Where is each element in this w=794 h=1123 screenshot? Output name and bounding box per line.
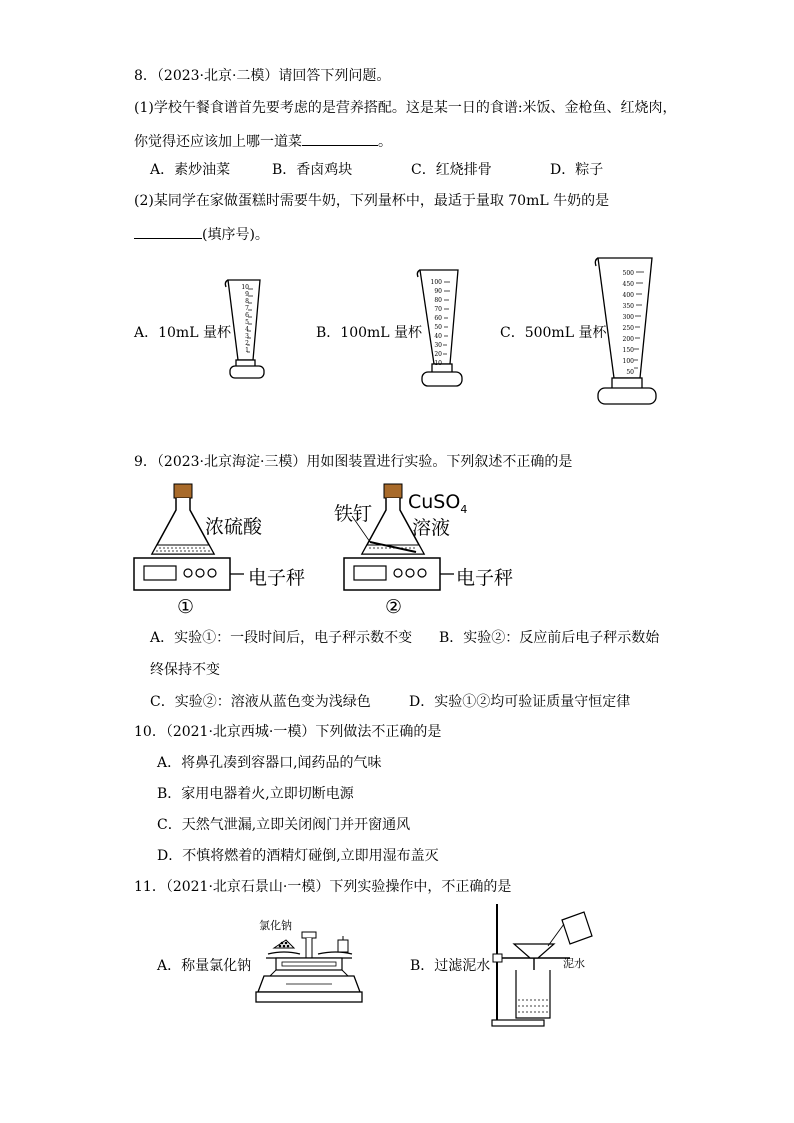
q8-part1-end: 。	[378, 134, 392, 150]
q8-part2-end: (填序号)。	[202, 227, 269, 243]
cup-a-scale: 10 9 8 7 6 5 4 3 2 1	[241, 284, 249, 354]
q9-option-c[interactable]: C．实验②：溶液从蓝色变为浅绿色	[150, 694, 371, 710]
measuring-cup-100ml	[414, 268, 470, 390]
q9-option-b[interactable]: B．实验②：反应前后电子秤示数始	[439, 630, 660, 646]
q10-option-c[interactable]: C．天然气泄漏,立即关闭阀门并开窗通风	[157, 817, 411, 833]
cuso4-label: CuSO$_4$	[408, 491, 468, 516]
q8-part2-line2	[134, 224, 269, 244]
q8-option-b[interactable]: B．香卤鸡块	[272, 162, 353, 178]
cup-c-scale: 500 450 400 350 300 250 200 150 100 50	[622, 270, 634, 376]
q9-option-d[interactable]: D．实验①②均可验证质量守恒定律	[409, 694, 631, 710]
answer-blank-1[interactable]	[302, 131, 378, 146]
q10-option-d[interactable]: D．不慎将燃着的酒精灯碰倒,立即用湿布盖灭	[157, 848, 439, 864]
q8-option-d[interactable]: D．粽子	[550, 162, 604, 178]
q10-option-a[interactable]: A．将鼻孔凑到容器口,闻药品的气味	[157, 755, 382, 771]
q10-stem: 10．（2021·北京西城·一模）下列做法不正确的是	[134, 724, 442, 740]
figure-2-label: ②	[385, 596, 403, 618]
q8-part1-line2	[134, 131, 392, 151]
q8-option-a[interactable]: A．素炒油菜	[150, 162, 231, 178]
q9-option-b-cont: 终保持不变	[150, 662, 220, 678]
q11-stem: 11．（2021·北京石景山·一模）下列实验操作中，不正确的是	[134, 879, 512, 895]
scale-label-2: 电子秤	[456, 567, 514, 589]
answer-blank-2[interactable]	[134, 224, 202, 239]
flask-acid-diagram	[130, 480, 240, 598]
cup-c-label[interactable]: C．500mL 量杯	[500, 325, 607, 341]
nacl-label: 氯化钠	[259, 919, 292, 932]
q8-option-c[interactable]: C．红烧排骨	[411, 162, 492, 178]
q9-option-a[interactable]: A．实验①：一段时间后，电子秤示数不变	[150, 630, 413, 646]
q10-option-b[interactable]: B．家用电器着火,立即切断电源	[157, 786, 354, 802]
cup-a-label[interactable]: A．10mL 量杯	[134, 325, 231, 341]
cup-b-label[interactable]: B．100mL 量杯	[316, 325, 423, 341]
mud-water-label: 泥水	[563, 957, 585, 970]
scale-label-1: 电子秤	[248, 567, 306, 589]
q8-part2-line1: (2)某同学在家做蛋糕时需要牛奶，下列量杯中，最适于量取 70mL 牛奶的是	[134, 193, 610, 209]
q8-part1-question: 你觉得还应该加上哪一道菜	[134, 134, 302, 150]
q8-stem: 8．（2023·北京·二模）请回答下列问题。	[134, 68, 391, 84]
solution-label: 溶液	[412, 517, 451, 539]
q11-option-a[interactable]: A．称量氯化钠	[157, 958, 252, 974]
acid-label: 浓硫酸	[205, 516, 263, 538]
iron-nail-label: 铁钉	[334, 503, 373, 525]
q9-stem: 9．（2023·北京海淀·三模）用如图装置进行实验。下列叙述不正确的是	[134, 454, 573, 470]
cup-b-scale: 100 90 80 70 60 50 40 30 20 10	[430, 279, 442, 367]
figure-1-label: ①	[177, 596, 195, 618]
q11-option-b[interactable]: B．过滤泥水	[410, 958, 491, 974]
q8-part1-line1: (1)学校午餐食谱首先要考虑的是营养搭配。这是某一日的食谱:米饭、金枪鱼、红烧肉，	[134, 100, 677, 116]
